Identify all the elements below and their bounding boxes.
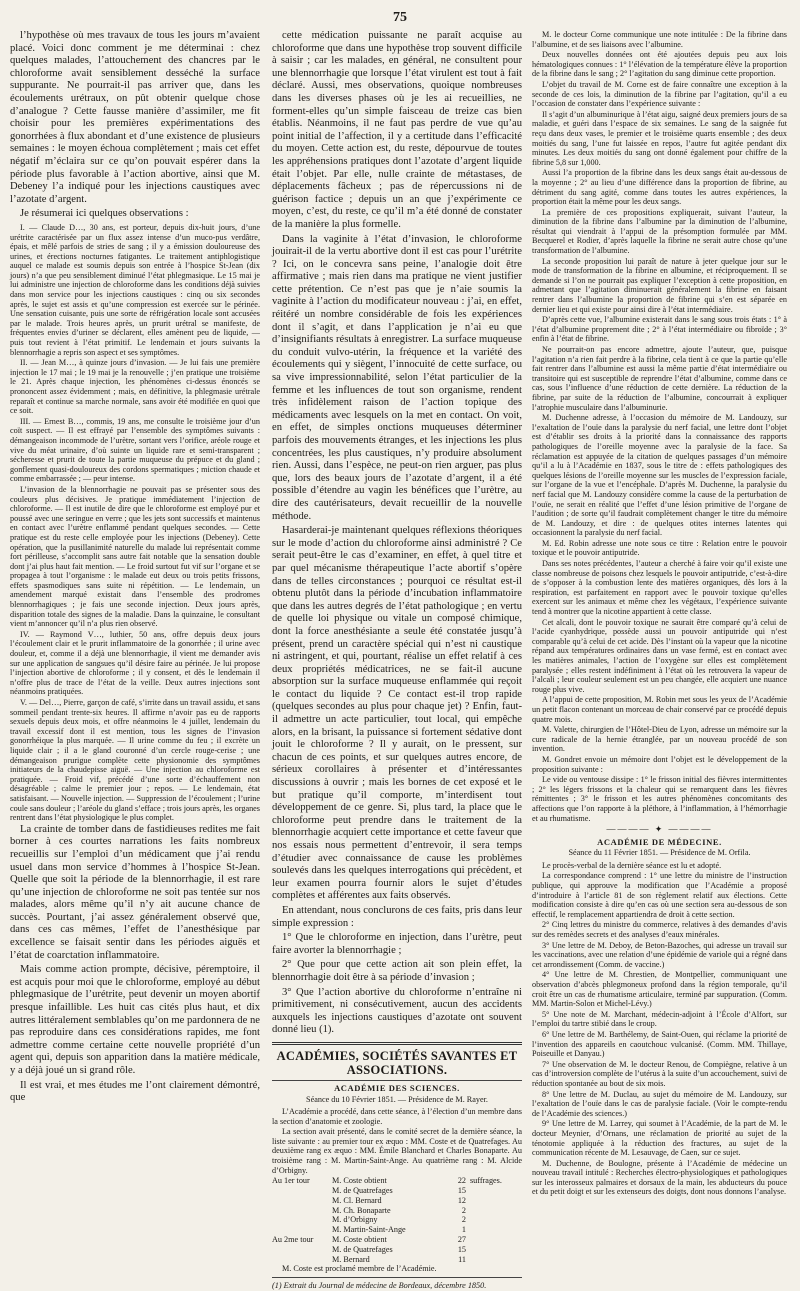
- vote-table: [272, 1176, 522, 1264]
- vote-row: [272, 1235, 522, 1245]
- session-line: Séance du 11 Février 1851. — Présidence de M. Orfila.: [568, 848, 751, 858]
- vote-row: [272, 1245, 522, 1255]
- vote-tour: [272, 1255, 332, 1265]
- paragraph: La seconde proposition lui paraît de nature à jeter quelque jour sur le mode de transformation de la fibrine en albumine, et réciproquement. Il se demande si l’on ne pourrait pas expliquer l’exception à cette proposition, en admettant que l’agitation diminuerait généralement la fibrine en faisant rentrer dans l’albumine la proportion de fibrine qui s’en est séparée en dernier lieu et qui existe pour ainsi dire à l’état intermédiaire.: [532, 256, 787, 314]
- paragraph: Cet alcali, dont le pouvoir toxique ne saurait être comparé qu’à celui de l’acide cyanhydrique, possède aussi un pouvoir antiputride qui n’est comparable qu’à celui de cet acide. Dès l’instant où la vapeur que la nicotine répand aux températures ordinaires dans un vase fermé, est en contact avec les matières animales, l’action de l’oxygène sur elles est complètement paralysée ; elles restent indéfiniment à l’état où les retrouvera la vapeur de l’alcali ; leur couleur seulement est un peu changée, elle acquiert une nuance rouge plus vive.: [532, 617, 787, 694]
- divider: [272, 1080, 522, 1081]
- paragraph: Mais comme action prompte, décisive, péremptoire, il est acquis pour moi que le chloroforme, employé au début phlegmasique de l’urétrite, peut devenir un moyen abortif presque infaillible. Les huit cas cités plus haut, et dix autres littéralement semblables qu’on me pardonnera de ne pas reproduire dans ces considérations rapides, me font admettre comme certaine cette nouvelle propriété d’un agent qui, depuis son apparition dans la matière médicale, y a déjà joué un si grand rôle.: [10, 964, 260, 1076]
- vote-tour: [272, 1245, 332, 1255]
- vote-n: 2: [461, 1215, 466, 1225]
- vote-tour: [272, 1206, 332, 1216]
- paragraph: M. Duchenne adresse, à l’occasion du mémoire de M. Landouzy, sur l’exaltation de l’ouïe dans la paralysie du nerf facial, une lettre dont l’objet est d’établir ses droits à la priorité dans la connaissance des rapports pathologiques de l’oreille moyenne avec la paralysie de la face. Sa réclamation est appuyée de la citation de quelques passages d’un mémoire qu’il a lu à l’Académie en 1837, sous le titre de : effets pathologiques des quelques lésions de l’oreille moyenne sur les muscles de l’expression faciale, sur l’organe de la vue et l’encéphale. D’après M. Duchenne, la paralysie du nerf facial que M. Landouzy considère comme la cause de la perturbation de l’ouïe, ne serait en réalité que l’effet d’une lésion primitive de l’organe de l’audition ; de sorte qu’il faudrait complètement changer le titre du mémoire de M. Landouzy, et dire : de quelques otites internes latentes qui occasionnent la paralysie du nerf facial.: [532, 413, 787, 538]
- vote-row: [272, 1215, 522, 1225]
- vote-s: [466, 1235, 522, 1245]
- vote-name: M. Bernard: [332, 1254, 370, 1264]
- ornament-divider: ———— ✦ ————: [606, 824, 713, 835]
- paragraph: M. le docteur Corne communique une note intitulée : De la fibrine dans l’albumine, et de ses liaisons avec l’albumine.: [532, 30, 787, 49]
- vote-n: 12: [457, 1195, 466, 1205]
- paragraph: A l’appui de cette proposition, M. Robin met sous les yeux de l’Académie un petit flacon contenant un morceau de chair conservé par ce procédé depuis quatre mois.: [532, 695, 787, 724]
- vote-tour: Au 1er tour: [272, 1176, 310, 1186]
- vote-n: 15: [457, 1186, 466, 1196]
- paragraph: 3° Une lettre de M. Deboy, de Beton-Bazoches, qui adresse un travail sur les vaccinations, avec une relation d’une épidémie de variole qui a régné dans cet arrondissement (Comm. de vaccine.): [532, 940, 787, 969]
- footnote: (1) Extrait du Journal de médecine de Bordeaux, décembre 1850.: [272, 1281, 487, 1291]
- case-observations: [10, 223, 260, 823]
- vote-name: M. de Quatrefages: [332, 1186, 393, 1196]
- conclusion-item: 2° Que pour que cette action ait son plein effet, la blennorrhagie doit être à sa période d’invasion ;: [272, 959, 522, 983]
- paragraph: 8° Une lettre de M. Duclau, au sujet du mémoire de M. Landouzy, sur l’exaltation de l’ouïe dans le cas de paralysie faciale. (Voir le compte-rendu de l’Académie des sciences.): [532, 1089, 787, 1118]
- paragraph: La correspondance comprend : 1° une lettre du ministre de l’instruction publique, qui approuve la modification que l’Académie a proposé d’introduire à l’article 81 de son règlement relatif aux élections. Cette modification consiste à dire qu’en cas où une section sera au-dessous de son effectif, le remplacement appartiendra de droit à cette section.: [532, 871, 787, 919]
- paragraph: l’hypothèse où mes travaux de tous les jours m’avaient placé. Voici donc comment je me déterminai : chez quelques malades, l’attouchement des chancres par le chloroforme avait sensiblement desséché la surface suppurante. Ne pourrait-il pas arriver que, dans les écoulements urétraux, on pût obtenir quelque chose d’analogue ? Cette fausse manière d’assimiler, me fit choisir pour les premières expérimentations des gonorrhées à flux abondant et d’une existence de plusieurs semaines : le moyen échoua complètement ; mais cet effet négatif m’éclaira sur ce qu’on pouvait espérer dans la période plus favorable à l’action abortive, ainsi que M. Debeney l’a indiqué pour les injections caustiques avec l’azotate d’argent.: [10, 30, 260, 205]
- vote-name: M. Martin-Saint-Ange: [332, 1225, 406, 1235]
- vote-tour: [272, 1225, 332, 1235]
- observation: III. — Ernest B…, commis, 19 ans, me consulte le troisième jour d’un coït suspect. — Il est effrayé par l’ensemble des symptômes suivants : démangeaison incommode de l’urètre, sortant vers l’orifice, aréole rouge et vive du méat urinaire, d’où suinte un liquide rare et semi-transparent ; sécheresse et prurit de toute la partie muqueuse du prépuce et du gland ; gonflement quasi-douloureux des cordons spermatiques ; miction chaude et comme embarrassée ; — peur intense.: [10, 416, 260, 484]
- vote-row: [272, 1225, 522, 1235]
- vote-s: [466, 1225, 522, 1235]
- paragraph: 6° Une lettre de M. Barthélemy, de Saint-Ouen, qui réclame la priorité de l’invention des appareils en caoutchouc vulcanisé. (Comm. MM. Thillaye, Poiseuille et Danyau.): [532, 1029, 787, 1059]
- paragraph: Deux nouvelles données ont été ajoutées depuis peu aux lois hématologiques connues : 1° l’élévation de la température élève la proportion de la fibrine dans le sang ; 2° l’agitation du sang diminue cette proportion.: [532, 50, 787, 79]
- article-continuation: [272, 30, 522, 1037]
- paragraph: M. Valette, chirurgien de l’Hôtel-Dieu de Lyon, adresse un mémoire sur la cure radicale de la hernie étranglée, par un nouveau procédé de son invention.: [532, 725, 787, 754]
- vote-tour: Au 2me tour: [272, 1235, 314, 1245]
- vote-row: [272, 1186, 522, 1196]
- vote-s: [466, 1186, 522, 1196]
- conclusion-item: 1° Que le chloroforme en injection, dans l’urètre, peut faire avorter la blennorrhagie ;: [272, 932, 522, 956]
- column-middle: [272, 30, 522, 1291]
- academy-title: ACADÉMIE DES SCIENCES.: [334, 1082, 460, 1093]
- result-line: M. Coste est proclamé membre de l’Académie.: [282, 1264, 437, 1274]
- paragraph: La crainte de tomber dans de fastidieuses redites me fait borner à ces courtes narrations les faits nombreux recueillis sur l’emploi d’un médicament que j’ai rendu usuel dans mon service d’hommes à l’hospice St-Jean. Quelle que soit la période de la blennorrhagie, il est rare qu’une injection de chloroforme ne soit pas tentée sur nos malades, alors même qu’il n’y ait aucune chance de succès. Pourtant, j’ai assez généralement observé que, dans ces cas mêmes, l’effet de l’anesthésique par excellence se faisait sentir dans les périodes aiguës et l’état de coarctation inflammatoire.: [10, 823, 260, 961]
- observation: II. — Jean M…, à quinze jours d’invasion. — Je lui fais une première injection le 17 mai ; le 19 mai je la renouvelle ; j’en pratique une troisième le 21. Après chaque injection, les phénomènes ci-dessus énoncés se prononcent assez évidemment ; mais, en définitive, la phlegmasie urétrale reparaît et continue sa marche normale, sans avoir été modifiée en quoi que ce soit.: [10, 358, 260, 416]
- academie-sciences: [272, 1084, 522, 1291]
- vote-name: M. Coste obtient: [332, 1176, 387, 1186]
- vote-tour: [272, 1196, 332, 1206]
- page-number: 75: [393, 10, 407, 25]
- column-right: [532, 30, 787, 1197]
- session-line: Séance du 10 Février 1851. — Présidence de M. Rayer.: [306, 1094, 488, 1104]
- paragraph: La première de ces propositions expliquerait, suivant l’auteur, la diminution de la fibrine dans l’albumine par la diminution de l’albumine, résultat qui viendrait à l’appui de la présomption formulée par MM. Becquerel et Rodier, d’après laquelle la fibrine ne serait autre chose qu’une transformation de l’albumine.: [532, 207, 787, 256]
- section-divider: [272, 1042, 522, 1045]
- vote-s: [466, 1206, 522, 1216]
- paragraph: Il est vrai, et mes études me l’ont clairement démontré, que: [10, 1079, 260, 1104]
- vote-n: 1: [461, 1225, 466, 1235]
- vote-n: 27: [457, 1235, 466, 1245]
- vote-name: M. de Quatrefages: [332, 1244, 393, 1254]
- vote-s: suffrages.: [470, 1176, 502, 1186]
- vote-name: M. Cl. Bernard: [332, 1195, 382, 1205]
- vote-n: 2: [461, 1205, 466, 1215]
- vote-n: 15: [457, 1244, 466, 1254]
- vote-name: M. Coste obtient: [332, 1235, 387, 1245]
- vote-n: 11: [458, 1254, 466, 1264]
- paragraph: La section avait présenté, dans le comité secret de la dernière séance, la liste suivante : au premier tour ex æquo : MM. Coste et de Quatrefages. Au deuxième rang ex æquo : MM. Émile Blanchard et Charles Bonaparte. Au troisième rang : M. Martin-Saint-Ange. Au quatrième rang : M. Alcide d’Orbigny.: [272, 1127, 522, 1175]
- paragraph: Je résumerai ici quelques observations :: [20, 208, 189, 220]
- paragraph: L’objet du travail de M. Corne est de faire connaître une exception à la seconde de ces lois, la diminution de la fibrine par l’agitation, qu’il a eu l’occasion de constater dans l’expérience suivante :: [532, 79, 787, 109]
- paragraph: Aussi l’a proportion de la fibrine dans les deux sangs était au-dessous de la moyenne ; 2° au lieu d’une différence dans la proportion de fibrine, au détriment du sang agité, comme dans toutes les autres expériences, la proportion était la même pour les deux sangs.: [532, 168, 787, 207]
- column-left: [10, 30, 260, 1104]
- vote-row: [272, 1255, 522, 1265]
- vote-s: [466, 1255, 522, 1265]
- vote-tour: [272, 1215, 332, 1225]
- academy-title: ACADÉMIE DE MÉDECINE.: [597, 836, 722, 847]
- paragraph: 5° Une note de M. Marchant, médecin-adjoint à l’École d’Alfort, sur l’emploi du tartre stibié dans le croup.: [532, 1009, 787, 1029]
- paragraph: En attendant, nous conclurons de ces faits, pris dans leur simple expression :: [272, 904, 522, 929]
- observation: IV. — Raymond V…, luthier, 50 ans, offre depuis deux jours l’écoulement clair et le prurit inflammatoire de la gonorrhée ; il urine avec douleur, et, comme il a déjà une blennorrhagie, il vient me demander avis sur une application de sangsues qu’il désire faire au périnée. Je lui propose l’injection abortive de chloroforme ; il y consent, et dès le lendemain il n’offre plus de trace de l’état de la veille. Deux autres injections sont néanmoins pratiquées.: [10, 629, 260, 697]
- observation: L’invasion de la blennorrhagie ne pouvait pas se présenter sous des couleurs plus décisives. Je pratique immédiatement l’injection de chloroforme. — Il est inutile de dire que le chloroforme est employé pur et poussé avec une seringue en verre ; que les jets sont successifs et maintenus en contact avec l’urètre enflammé pendant quelques secondes. — Cette pratique est du reste celle employée pour les injections (Debeney). Cette opération, que la pusillanimité naturelle du malade lui représentait comme fort périlleuse, s’accomplit sans autre fait notable que la sensation double dont j’ai plus haut fait mention. — Le froid surtout fut vif sur l’organe et se propagea à tout l’organisme : le malade eut deux ou trois petits frissons, effets spasmodiques sans suite ni répétition. — Le lendemain, un amendement marqué existait dans l’ensemble des prodromes blennorrhagiques ; je fais une seconde injection. Deux jours après, disparition totale des signes de la maladie. Dans la quinzaine, le consultant vient m’annoncer qu’il n’a plus rien observé.: [10, 484, 260, 629]
- paragraph: D’après cette vue, l’albumine existerait dans le sang sous trois états : 1° à l’état d’albumine proprement dite ; 2° à l’état intermédiaire ou fibroïde ; 3° enfin à l’état de fibrine.: [532, 315, 787, 344]
- paragraph: M. Gondret envoie un mémoire dont l’objet est le développement de la proposition suivante :: [532, 754, 787, 774]
- vote-name: M. d’Orbigny: [332, 1215, 378, 1225]
- conclusion-item: 3° Que l’action abortive du chloroforme n’entraîne ni primitivement, ni consécutivement, aucun des accidents auxquels les injections caustiques d’azotate ont souvent donné lieu (1).: [272, 986, 522, 1036]
- paragraph: 2° Cinq lettres du ministre du commerce, relatives à des demandes d’avis sur des remèdes secrets et des analyses d’eaux minérales.: [532, 920, 787, 940]
- paragraph: 7° Une observation de M. le docteur Renou, de Compiègne, relative à un cas d’introversion complète de l’utérus à la suite d’un accouchement, suivi de réduction spontanée au bout de six mois.: [532, 1059, 787, 1088]
- section-heading: ACADÉMIES, SOCIÉTÉS SAVANTES ET ASSOCIATIONS.: [276, 1048, 518, 1077]
- paragraph: M. Ed. Robin adresse une note sous ce titre : Relation entre le pouvoir toxique et le pouvoir antiputride.: [532, 538, 787, 558]
- paragraph: Le vide ou ventouse dissipe : 1° le frisson initial des fièvres intermittentes ; 2° les légers frissons et la chaleur qui se remarquent dans les fièvres rémittentes ; 3° le frisson et les autres phénomènes concomitants des affections que l’on rapporte à la pléthore, à l’inflammation, à l’hémorrhagie et au rhumatisme.: [532, 775, 787, 823]
- vote-row: [272, 1176, 522, 1186]
- vote-s: [466, 1215, 522, 1225]
- paragraph: Hasarderai-je maintenant quelques réflexions théoriques sur le mode d’action du chloroforme ainsi administré ? Ce serait peut-être le cas d’examiner, en effet, à quel titre et par quel mécanisme thérapeutique l’acte abortif s’opère dans de telles circonstances ; pourquoi ce résultat est-il obtenu plutôt dans la période d’incubation inflammatoire que dans les autres degrés de l’état pathologique ; en vertu de quelle loi physique ou vitale un composé chimique, dont la force anesthésiante a seule été constatée jusqu’à présent, prend un caractère spécial qui n’est ni caustique ni astringent, et qui, pourtant, réalise un effet relatif à ces deux propriétés médicatrices, ne se fait-il aucune absorption sur la surface muqueuse enflammée qui reçoit le contact du liquide ? Ce contact est-il trop rapide (quelques secondes au plus pour chaque jet) ? Enfin, faut-il admettre un acte particulier, tout local, qui empêche alors, en la brisant, la puissance si fortement sédative dont jouit le chloroforme ? Il y aurait, on le pressent, sur chacun de ces points, et sur quelques autres encore, de sérieux corollaires à présenter et d’intéressantes discussions à ouvrir ; mais les bornes de cet exposé et le but pratique qu’il comporte, m’interdisent tout développement de ce genre. Si, plus tard, la place que le chloroforme peut prendre dans le traitement de la blennorrhagie acquiert cette importance et cette faveur que nos essais nous permettent d’entrevoir, il sera temps d’étudier avec connaissance de cause les problèmes soulevés dans les quelques interrogations qui précèdent, et leur examen pourra fournir alors le sujet d’études complètes et afférentes aux faits observés.: [272, 525, 522, 902]
- vote-name: M. Ch. Bonaparte: [332, 1205, 391, 1215]
- paragraph: 9° Une lettre de M. Larrey, qui soumet à l’Académie, de la part de M. le docteur Meynier, d’Ornans, une réclamation de priorité au sujet de la ténotomie appliquée à la réduction des fractures, au sujet de la communication récente de M. Lesauvage, de Caen, sur ce sujet.: [532, 1119, 787, 1158]
- vote-n: 22: [457, 1176, 466, 1186]
- paragraph: L’Académie a procédé, dans cette séance, à l’élection d’un membre dans la section d’anatomie et zoologie.: [272, 1107, 522, 1126]
- vote-row: [272, 1196, 522, 1206]
- paragraph: Dans ses notes précédentes, l’auteur a cherché à faire voir qu’il existe une classe nombreuse de poisons chez lesquels le pouvoir antiputride, c’est-à-dire de s’opposer à la combustion lente des matières organiques, dès lors à la respiration, est parfaitement en rapport avec le pouvoir toxique qu’elles exercent sur les animaux et même chez les végétaux, l’expérience suivante tend à montrer que la nicotine appartient à cette classe.: [532, 559, 787, 617]
- paragraph: cette médication puissante ne paraît acquise au chloroforme que dans une hypothèse trop souvent difficile à saisir ; car les malades, en général, ne consultent pour une blennorrhagie que lorsque l’état virulent est tout à fait déclaré. Aussi, mes observations, quoique nombreuses dans les diverses phases où je les ai recueillies, ne forment-elles qu’un simple faisceau de treize cas bien établis. Néanmoins, il ne faut pas perdre de vue qu’au point initial de l’affection, il y a certitude dans l’efficacité du moyen. Cette action est, du reste, dépourvue de toutes les appréhensions pratiques dont l’azotate d’argent liquide était l’objet. Par elle, nulle crainte de métastases, de déplacements fâcheux ; pas de répercussions ni de guérison factice ; depuis un an que j’expérimente ce moyen, c’est, du reste, ce qu’il m’a été donné de constater de la manière la plus formelle.: [272, 30, 522, 230]
- vote-s: [466, 1245, 522, 1255]
- footnote-rule: [272, 1277, 522, 1278]
- paragraph: M. Duchenne, de Boulogne, présente à l’Académie de médecine un nouveau travail intitulé : Recherches électro-physiologiques et pathologiques sur les interosseux palmaires et dorsaux de la main, les abducteurs du pouce et du petit doigt et sur les extenseurs des doigts, dont nous donnons l’analyse.: [532, 1158, 787, 1197]
- paragraph: 4° Une lettre de M. Chrestien, de Montpellier, communiquant une observation d’abcès phlegmoneux profond dans la région temporale, qu’il croit être un cas de rhumatisme articulaire, terminé par suppuration. (Comm. MM. Martin-Solon et Michel-Lévy.): [532, 970, 787, 1009]
- paragraph: Ne pourrait-on pas encore admettre, ajoute l’auteur, que, puisque l’agitation n’a rien fait perdre à la fibrine, cela tient à ce que la partie qu’elle fait rentrer dans l’albumine est aussi la même partie d’état intermédiaire ou transitoire qui est susceptible de reprendre l’état d’albumine, comme dans ce cas, sous l’influence d’une réduction de cette dernière. La réduction de la fibrine, par suite de la réduction de l’albumine, concourrait à expliquer l’atrophie musculaire dans l’albuminurie.: [532, 345, 787, 412]
- paragraph: Le procès-verbal de la dernière séance est lu et adopté.: [542, 860, 722, 870]
- vote-s: [466, 1196, 522, 1206]
- vote-tour: [272, 1186, 332, 1196]
- observation: I. — Claude D…, 30 ans, est porteur, depuis dix-huit jours, d’une urétrite caractérisée par un flux assez intense d’un muco-pus verdâtre, épais, et mêlé parfois de stries de sang ; il y a émission douloureuse des urines, et érections nocturnes fatigantes. Le traitement antiphlogistique auquel ce malade est soumis depuis son entrée à l’hospice St-Jean (dix jours) n’a que peu sensiblement diminué l’état phlegmasique. Le 15 mai je lui administre une injection de chloroforme dans les conditions déjà suivies dans mon service pour les injections caustiques : cinq ou six secondes après, le sujet est assis et qu’une compression est exercée sur le périnée. Une sensation cuisante, puis une sorte de réfrigération locale sont accusées par le malade. Trois heures après, un prurit urétral se manifeste, de fréquentes envies d’uriner se déclarent, elles amènent peu de liquide, — puis tout revient à l’état primitif. Le lendemain et jours suivants la blennorrhagie a repris son aspect et ses symptômes.: [10, 222, 260, 357]
- paragraph: Dans la vaginite à l’état d’invasion, le chloroforme jouirait-il de la vertu abortive dont il est cas pour l’urétrite ? Ici, on le concevra sans peine, l’analogie doit être affirmative ; mais rien dans ma pratique ne vient justifier cette prétention. Ce n’est pas que je n’aie soumis la vaginite à l’action du modificateur nouveau : j’ai, en effet, réitéré un nombre considérable de fois les expériences dont il s’agit, et dans l’application je n’ai eu que d’insignifiants résultats à enregistrer. La surface muqueuse du conduit vulvo-utérin, la fréquence et la variété des écoulements qui y siègent, l’innocuité de cette surface, ou sa vive impressionnabilité, selon l’état particulier de la femme et les influences de tout son organisme, rendent très infidèlement raison de l’action topique des médicaments avec lesquels on la met en contact. On voit, en effet, de simples onctions muqueuses déterminer parfois des mouvements étranges, et les injections les plus concentrées, les plus caustiques, n’y produire absolument rien. Aussi, dans l’espèce, ne peut-on rien arguer, pas plus que, lors des beaux jours de l’azotate d’argent, il a été possible d’étendre au vagin les bénéfices que l’urètre, au dire des cautérisateurs, devait recueillir de la nouvelle méthode.: [272, 233, 522, 522]
- observation: V. — Del…, Pierre, garçon de café, s’irrite dans un travail assidu, et sans sommeil pendant trente-six heures. Il affirme n’avoir pas eu de rapports sexuels depuis deux mois, et offre néanmoins le 4 juillet, lendemain du travail excessif dont il est mention, tous les signes de l’invasion gonorrhéique la plus marquée. — Il urine comme du feu ; il excrète un liquide clair ; il a le gland couronné d’un cercle rouge-cerise ; une démangeaison prurigue complète cette physionomie des symptômes initiateurs de la chaudepisse aiguë. — Une injection au chloroforme est pratiquée. — Froid vif, précédé d’une sorte d’échauffement non désagréable ; calme le premier jour ; repos. — Le lendemain, état satisfaisant. — Nouvelle injection. — Suppression de l’écoulement ; l’urine coule sans douleur ; l’aréole du gland s’efface ; trois jours après, les organes rentrent dans l’état physiologique le plus complet.: [10, 698, 260, 823]
- paragraph: Il s’agit d’un albuminurique à l’état aigu, saigné deux premiers jours de sa maladie, et guéri dans l’espace de six semaines. Le sang de la saignée fut reçu dans deux vases, le premier et le troisième quarts ensemble ; des deux moitiés du sang, l’une fut laissée en repos, l’autre fut agitée pendant dix minutes. Les deux moitiés du sang ont donné également pour chiffre de la fibrine 5,8 sur 1,000.: [532, 109, 787, 167]
- vote-row: [272, 1206, 522, 1216]
